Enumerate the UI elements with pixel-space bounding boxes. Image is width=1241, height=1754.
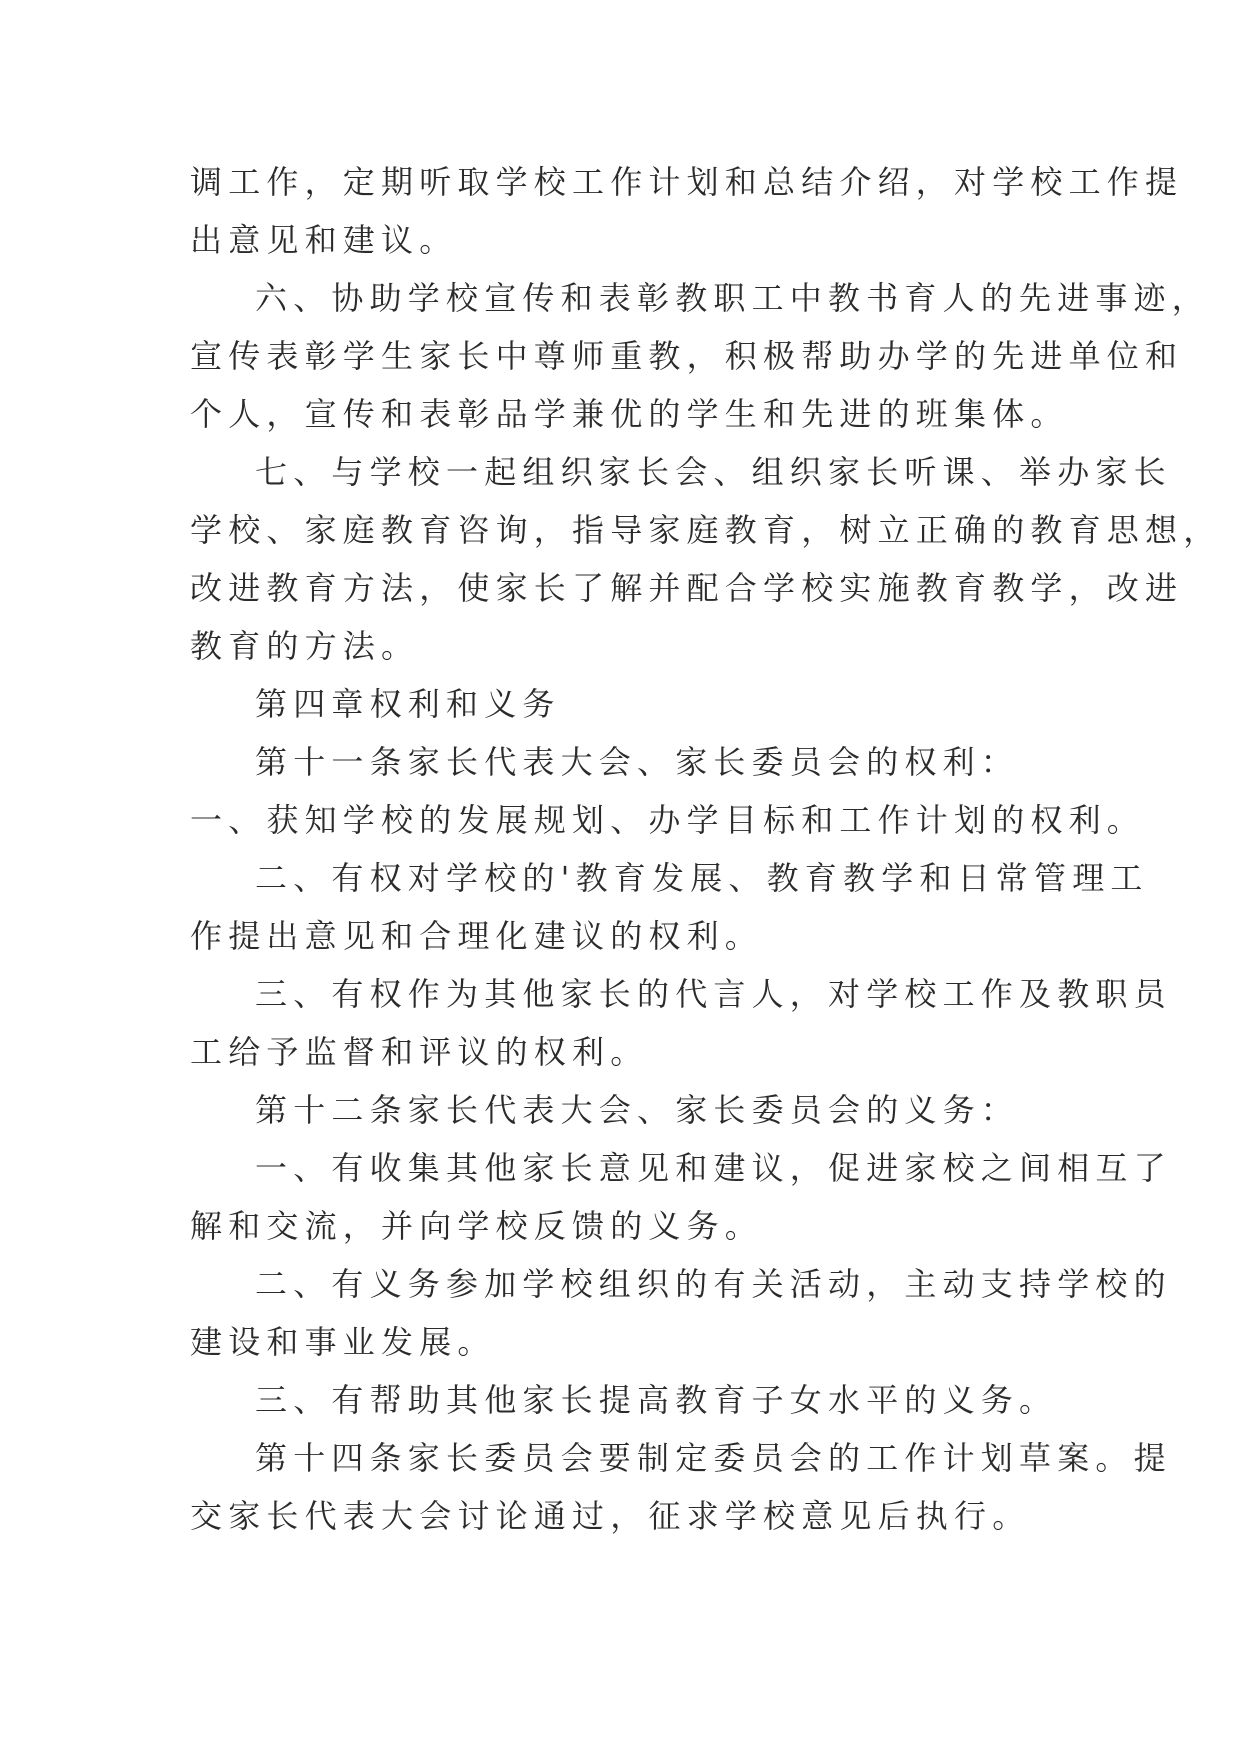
- text-line: 一、有收集其他家长意见和建议，促进家校之间相互了: [255, 1149, 1172, 1187]
- paragraph-7-start: 七、与学校一起组织家长会、组织家长听课、举办家长: [255, 453, 1172, 491]
- text-line: 三、有帮助其他家长提高教育子女水平的义务。: [255, 1381, 1058, 1419]
- text-line: 个人，宣传和表彰品学兼优的学生和先进的班集体。: [190, 395, 1069, 433]
- paragraph-6-start: 六、协助学校宣传和表彰教职工中教书育人的先进事迹，: [255, 279, 1211, 317]
- article-11-heading: 第十一条家长代表大会、家长委员会的权利：: [255, 743, 1020, 781]
- text-line: 调工作，定期听取学校工作计划和总结介绍，对学校工作提: [190, 163, 1184, 201]
- text-line: 学校、家庭教育咨询，指导家庭教育，树立正确的教育思想，: [190, 511, 1222, 549]
- text-line: 工给予监督和评议的权利。: [190, 1033, 649, 1071]
- text-line: 二、有权对学校的'教育发展、教育教学和日常管理工: [255, 859, 1149, 897]
- article-14-heading: 第十四条家长委员会要制定委员会的工作计划草案。提: [255, 1439, 1172, 1477]
- text-line: 出意见和建议。: [190, 221, 458, 259]
- text-line: 三、有权作为其他家长的代言人，对学校工作及教职员: [255, 975, 1172, 1013]
- text-line: 一、获知学校的发展规划、办学目标和工作计划的权利。: [190, 801, 1146, 839]
- text-line: 二、有义务参加学校组织的有关活动，主动支持学校的: [255, 1265, 1172, 1303]
- chapter-heading: 第四章权利和义务: [255, 685, 561, 723]
- text-line: 教育的方法。: [190, 627, 420, 665]
- text-line: 改进教育方法，使家长了解并配合学校实施教育教学，改进: [190, 569, 1184, 607]
- text-line: 交家长代表大会讨论通过，征求学校意见后执行。: [190, 1497, 1031, 1535]
- article-12-heading: 第十二条家长代表大会、家长委员会的义务：: [255, 1091, 1020, 1129]
- text-line: 解和交流，并向学校反馈的义务。: [190, 1207, 764, 1245]
- text-line: 作提出意见和合理化建议的权利。: [190, 917, 764, 955]
- text-line: 宣传表彰学生家长中尊师重教，积极帮助办学的先进单位和: [190, 337, 1184, 375]
- text-line: 建设和事业发展。: [190, 1323, 496, 1361]
